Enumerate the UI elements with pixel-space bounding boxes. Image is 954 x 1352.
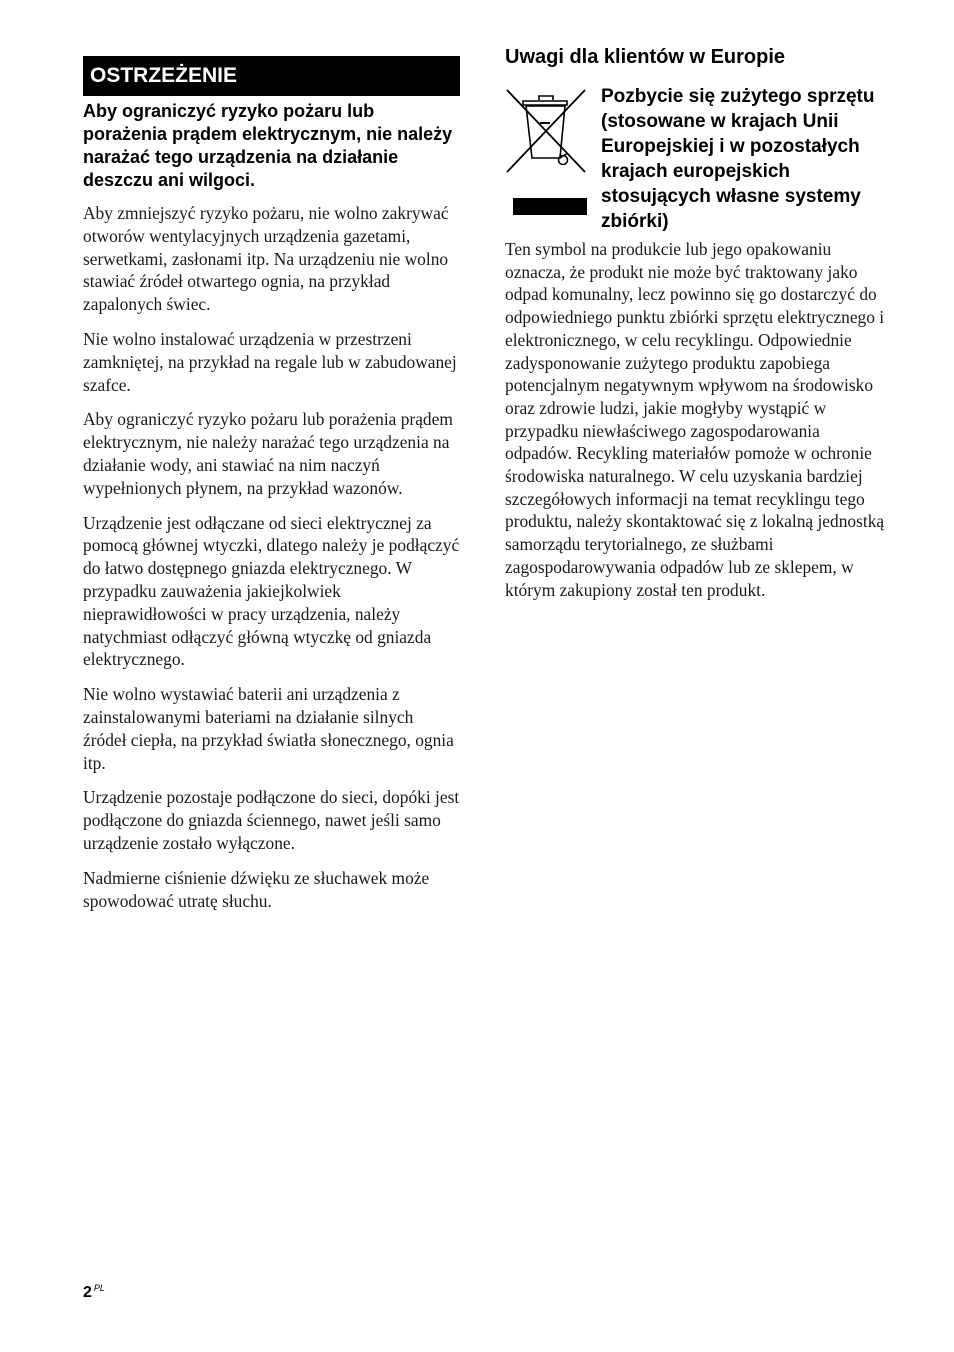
- europe-section-title: Uwagi dla klientów w Europie: [505, 46, 786, 68]
- crossed-out-wheelie-bin-icon: [505, 86, 589, 216]
- warning-lead: Aby ograniczyć ryzyko pożaru lub porażenia prądem elektrycznym, nie należy narażać tego urządzenia na działanie deszczu ani wilgoci.: [83, 101, 453, 190]
- warning-paragraph: Nie wolno wystawiać baterii ani urządzenia z zainstalowanymi bateriami na działanie silnych źródeł ciepła, na przykład światła słonecznego, ognia itp.: [83, 684, 454, 773]
- page-number-value: 2: [83, 1284, 92, 1301]
- weee-description: Ten symbol na produkcie lub jego opakowaniu oznacza, że produkt nie może być traktowany jako odpad komunalny, lecz powinno się go dostarczyć do odpowiedniego punktu zbiórki sprzętu elektrycznego i elektronicznego, w celu recyklingu. Odpowiednie zadysponowanie zużytego produktu zapobiega potencjalnym negatywnym wpływom na środowisko oraz zdrowie ludzi, jakie mogłyby wystąpić w przypadku niewłaściwego zagospodarowania odpadów. Recykling materiałów pomoże w ochronie środowiska naturalnego. W celu uzyskania bardziej szczegółowych informacji na temat recyklingu tego produktu, należy skontaktować się z lokalną jednostką samorządu terytorialnego, ze służbami zagospodarowywania odpadów lub ze sklepem, w którym zakupiony został ten produkt.: [505, 239, 885, 600]
- warning-paragraph: Aby zmniejszyć ryzyko pożaru, nie wolno zakrywać otworów wentylacyjnych urządzenia gazetami, serwetkami, zasłonami itp. Na urządzeniu nie wolno stawiać źródeł otwartego ognia, na przykład zapalonych świec.: [83, 203, 449, 315]
- warning-paragraph: Aby ograniczyć ryzyko pożaru lub porażenia prądem elektrycznym, nie należy narażać tego urządzenia na działanie wody, ani stawiać na nim naczyń wypełnionych płynem, na przykład wazonów.: [83, 409, 453, 498]
- weee-text-block: [505, 236, 885, 601]
- weee-heading: Pozbycie się zużytego sprzętu (stosowane w krajach Unii Europejskiej i w pozostałych krajach europejskich stosujących własne systemy zbiórki): [601, 86, 875, 232]
- warning-paragraph: Urządzenie jest odłączane od sieci elektrycznej za pomocą głównej wtyczki, dlatego należy je podłączyć do łatwo dostępnego gniazda elektrycznego. W przypadku zauważenia jakiejkolwiek nieprawidłowości w pracy urządzenia, należy natychmiast odłączyć główną wtyczkę od gniazda elektrycznego.: [83, 512, 460, 670]
- warning-header: OSTRZEŻENIE: [83, 56, 460, 96]
- page-number: [83, 1283, 105, 1302]
- warning-section: [83, 56, 460, 912]
- warning-paragraph: Nie wolno instalować urządzenia w przestrzeni zamkniętej, na przykład na regale lub w zabudowanej szafce.: [83, 328, 457, 395]
- warning-paragraph: Urządzenie pozostaje podłączone do sieci, dopóki jest podłączone do gniazda ściennego, nawet jeśli samo urządzenie zostało wyłączone.: [83, 787, 460, 853]
- warning-paragraph: Nadmierne ciśnienie dźwięku ze słuchawek może spowodować utratę słuchu.: [83, 867, 430, 911]
- page-language-suffix: PL: [93, 1283, 105, 1293]
